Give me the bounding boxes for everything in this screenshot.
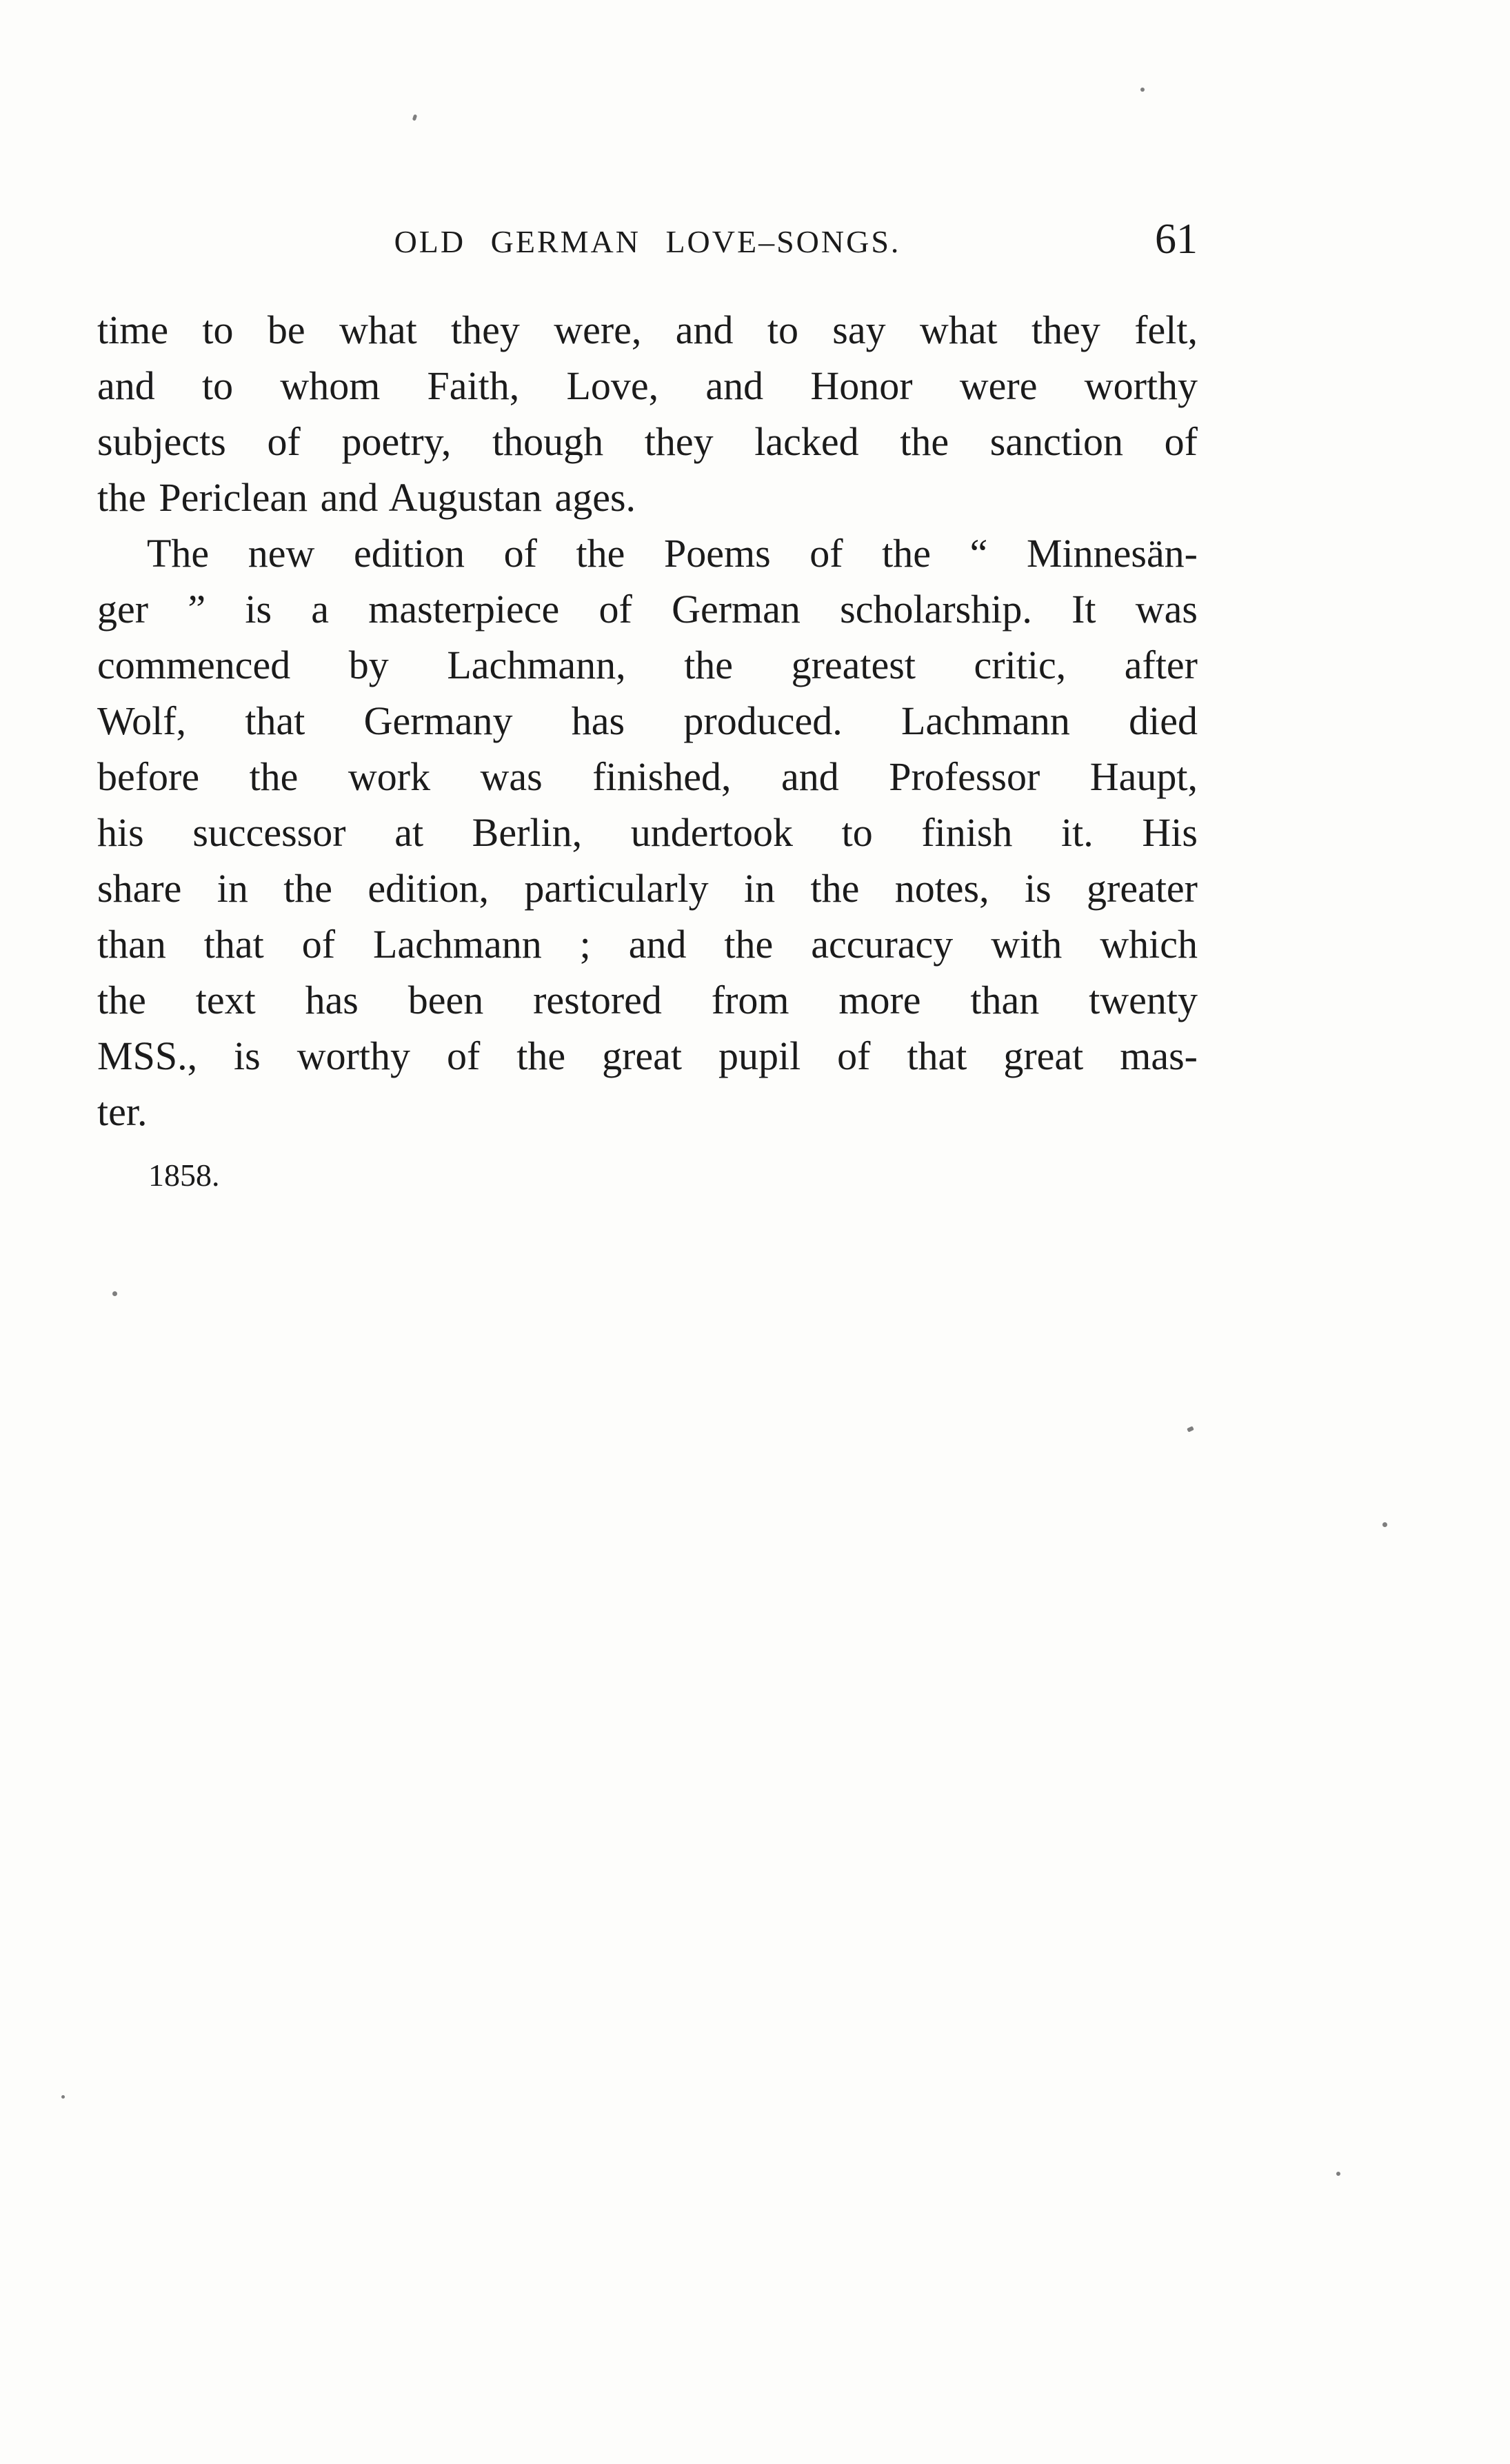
body-text (97, 302, 1198, 1196)
text-line: Wolf, that Germany has produced. Lachmann died (97, 698, 1198, 743)
scan-speck (412, 114, 418, 121)
scan-speck (1140, 88, 1145, 92)
scan-speck (61, 2095, 65, 2099)
paragraphs (97, 302, 1198, 1140)
page-number: 61 (1155, 216, 1198, 263)
text-line: subjects of poetry, though they lacked the sanction of (97, 419, 1198, 464)
text-line: his successor at Berlin, undertook to finish it. His (97, 810, 1198, 855)
text-line: ter. (97, 1089, 148, 1134)
text-line: ger ” is a masterpiece of German scholarship. It was (97, 587, 1198, 632)
text-line: the text has been restored from more than twenty (97, 978, 1198, 1022)
text-line: The new edition of the Poems of the “ Minnesän- (147, 531, 1198, 576)
text-line: the Periclean and Augustan ages. (97, 475, 636, 520)
running-title: OLD GERMAN LOVE–SONGS. (394, 224, 901, 259)
scan-speck (1187, 1426, 1194, 1432)
text-line: commenced by Lachmann, the greatest critic, after (97, 643, 1198, 687)
text-line: and to whom Faith, Love, and Honor were worthy (97, 363, 1198, 408)
paragraph (97, 525, 1198, 1140)
text-line: MSS., is worthy of the great pupil of that great mas- (97, 1033, 1198, 1078)
scan-speck (1336, 2172, 1340, 2176)
paragraph (97, 302, 1198, 525)
text-line: share in the edition, particularly in the notes, is greater (97, 866, 1198, 911)
page-header (97, 215, 1198, 270)
text-line: time to be what they were, and to say what they felt, (97, 307, 1198, 352)
scan-speck (1382, 1522, 1387, 1527)
text-line: than that of Lachmann ; and the accuracy with which (97, 922, 1198, 967)
text-line: before the work was finished, and Professor Haupt, (97, 754, 1198, 799)
date-line: 1858. (148, 1158, 220, 1193)
scan-speck (112, 1291, 117, 1296)
